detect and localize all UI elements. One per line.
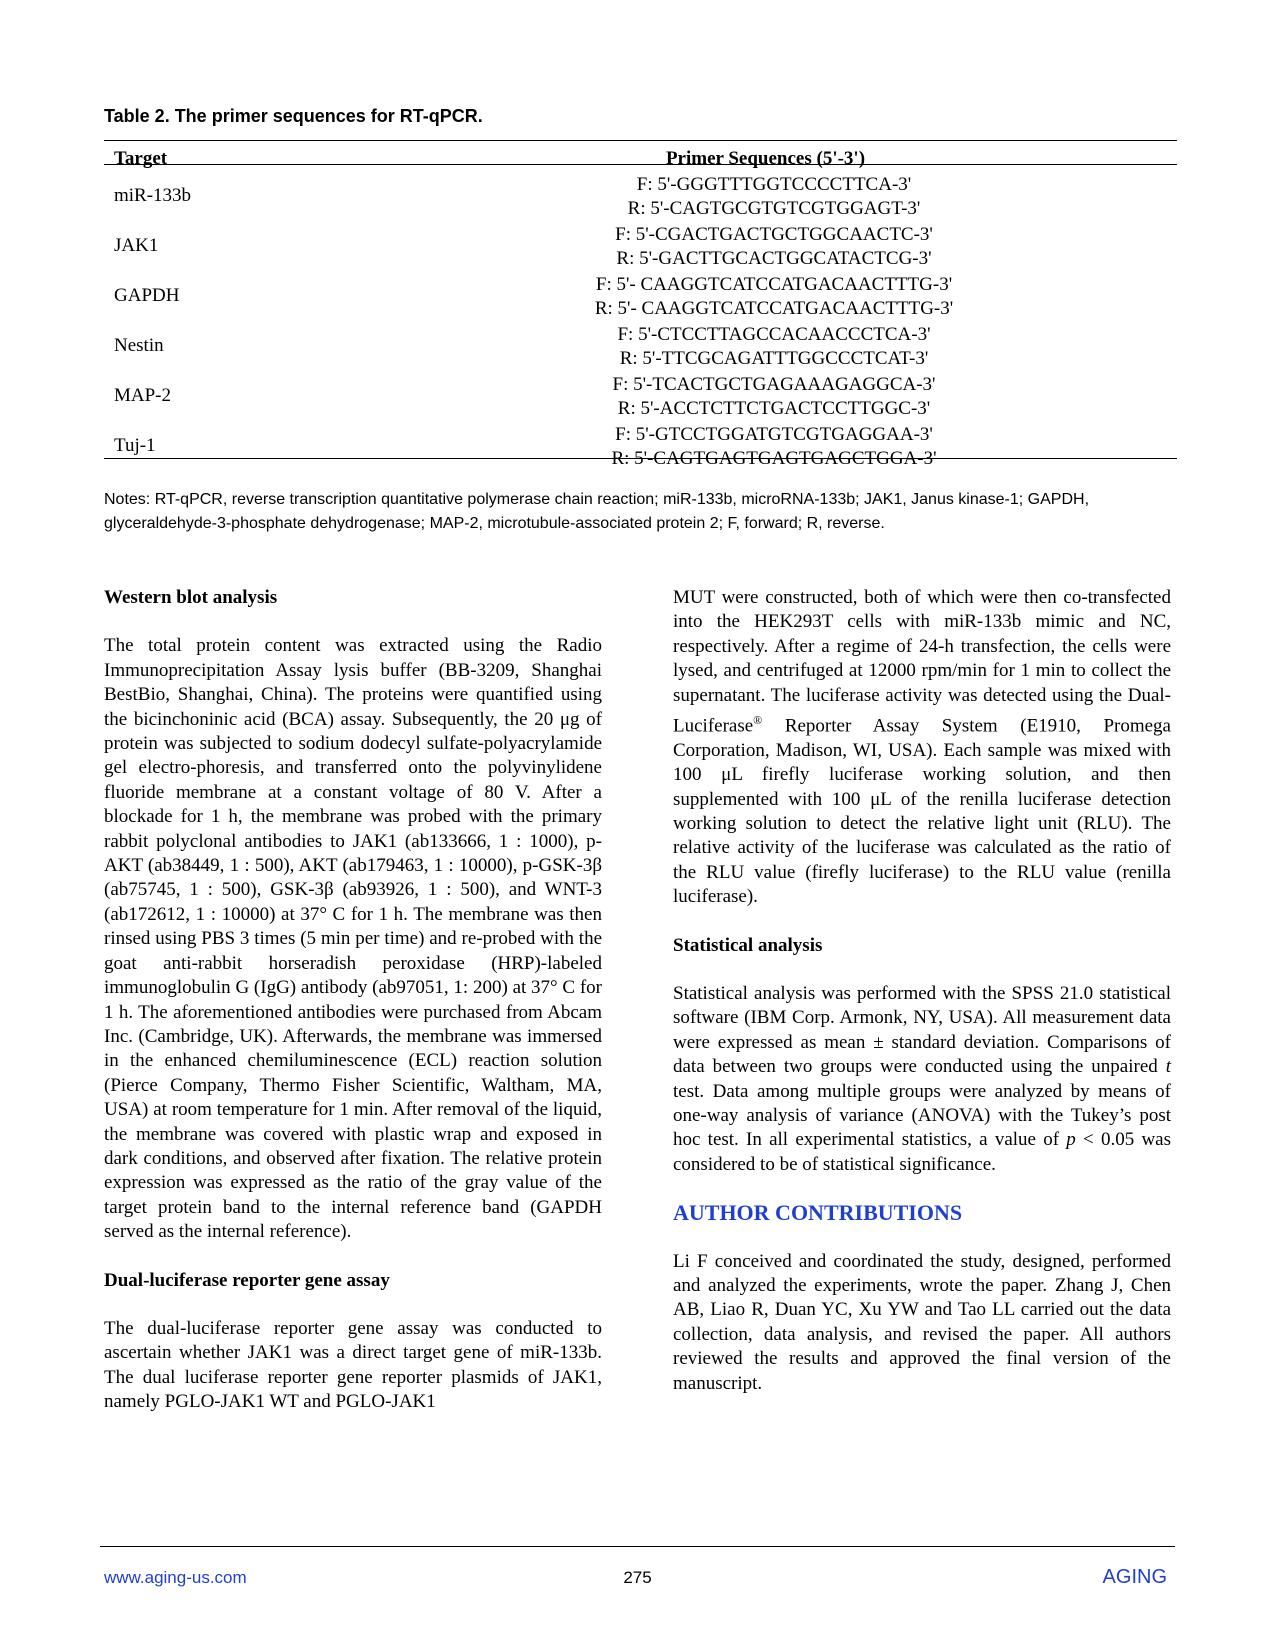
sequence-cell [504, 423, 1044, 471]
author-contributions-paragraph: Li F conceived and coordinated the study, designed, performed and analyzed the experiments, wrote the paper. Zhang J, Chen AB, Liao R, Duan YC, Xu YW and Tao LL carried out the data collection, data analysis, and revised the paper. All authors reviewed the results and approved the final version of the manuscript. [673, 1250, 1171, 1394]
table-header-row [104, 146, 1177, 172]
sequence-cell [504, 173, 1044, 221]
dual-continued-text-a: MUT were constructed, both of which were then co-transfected into the HEK293T cells with miR-133b mimic and NC, respectively. After a regime of 24-h transfection, the cells were lysed, and centrifuged at 12000 rpm/min for 1 min to collect the supernatant. The luciferase activity was detected using the Dual-Luciferase [673, 587, 1171, 737]
footer-rule [100, 1546, 1175, 1547]
table-row [104, 272, 1177, 322]
statistical-analysis-heading: Statistical analysis [673, 934, 823, 956]
target-cell: Nestin [114, 335, 164, 356]
header-target: Target [114, 148, 168, 169]
forward-primer: F: 5'-CGACTGACTGCTGGCAACTC-3' [615, 224, 933, 245]
journal-name: AGING [1102, 1566, 1167, 1588]
table-row [104, 422, 1177, 472]
table-caption: Table 2. The primer sequences for RT-qPCR. [104, 106, 483, 126]
table-row [104, 322, 1177, 372]
target-cell: GAPDH [114, 285, 180, 306]
reverse-primer: R: 5'-CAGTGAGTGAGTGAGCTGGA-3' [611, 448, 937, 469]
dual-luciferase-paragraph: The dual-luciferase reporter gene assay was conducted to ascertain whether JAK1 was a direct target gene of miR-133b. The dual luciferase reporter gene reporter plasmids of JAK1, namely PGLO-JAK1 WT and PGLO-JAK1 [104, 1317, 602, 1413]
reverse-primer: R: 5'-ACCTCTTCTGACTCCTTGGC-3' [617, 398, 931, 419]
page-number: 275 [623, 1568, 652, 1587]
author-contributions-heading: AUTHOR CONTRIBUTIONS [673, 1200, 963, 1226]
primer-table [104, 146, 1177, 472]
stat-text-c: < 0.05 was considered to be of statistical significance. [673, 1129, 1171, 1175]
sequence-cell [504, 373, 1044, 421]
target-cell: JAK1 [114, 235, 159, 256]
target-cell: Tuj-1 [114, 435, 156, 456]
table-notes: Notes: RT-qPCR, reverse transcription quantitative polymerase chain reaction; miR-133b, microRNA-133b; JAK1, Janus kinase-1; GAPDH, glyceraldehyde-3-phosphate dehydrogenase; MAP-2, microtubule-associated protein 2; F, forward; R, reverse. [104, 491, 1090, 532]
western-blot-paragraph: The total protein content was extracted using the Radio Immunoprecipitation Assay lysis buffer (BB-3209, Shanghai BestBio, Shanghai, China). The proteins were quantified using the bicinchoninic acid (BCA) assay. Subsequently, the 20 μg of protein was subjected to sodium dodecyl sulfate-polyacrylamide gel electro-phoresis, and transferred onto the polyvinylidene fluoride membrane at a constant voltage of 80 V. After a blockade for 1 h, the membrane was probed with the primary rabbit polyclonal antibodies to JAK1 (ab133666, 1 : 1000), p-AKT (ab38449, 1 : 500), AKT (ab179463, 1 : 10000), p-GSK-3β (ab75745, 1 : 500), GSK-3β (ab93926, 1 : 500), and WNT-3 (ab172612, 1 : 10000) at 37° C for 1 h. The membrane was then rinsed using PBS 3 times (5 min per time) and re-probed with the goat anti-rabbit horseradish peroxidase (HRP)-labeled immunoglobulin G (IgG) antibody (ab97051, 1: 200) at 37° C for 1 h. The aforementioned antibodies were purchased from Abcam Inc. (Cambridge, UK). Afterwards, the membrane was immersed in the enhanced chemiluminescence (ECL) reaction solution (Pierce Company, Thermo Fisher Scientific, Waltham, MA, USA) at room temperature for 1 min. After removal of the liquid, the membrane was covered with plastic wrap and exposed in dark conditions, and observed after fixation. The relative protein expression was expressed as the ratio of the gray value of the target protein band to the internal reference band (GAPDH served as the internal reference). [104, 635, 602, 1243]
stat-text-b: test. Data among multiple groups were analyzed by means of one-way analysis of variance (ANOVA) with the Tukey’s post hoc test. In all experimental statistics, a value of [673, 1080, 1171, 1151]
statistical-analysis-paragraph [673, 982, 1171, 1177]
right-column [673, 586, 1171, 1396]
table-top-rule [104, 140, 1177, 141]
forward-primer: F: 5'- CAAGGTCATCCATGACAACTTTG-3' [595, 274, 953, 295]
forward-primer: F: 5'-GTCCTGGATGTCGTGAGGAA-3' [615, 424, 933, 445]
table-row [104, 222, 1177, 272]
left-column [104, 586, 602, 1415]
reverse-primer: R: 5'- CAAGGTCATCCATGACAACTTTG-3' [594, 298, 954, 319]
stat-italic-p: p [1066, 1129, 1076, 1151]
reverse-primer: R: 5'-CAGTGCGTGTCGTGGAGT-3' [627, 198, 921, 219]
table-body [104, 172, 1177, 472]
registered-mark: ® [753, 713, 763, 728]
sequence-cell [504, 223, 1044, 271]
header-primer-sequences: Primer Sequences (5'-3') [665, 148, 866, 169]
target-cell: miR-133b [114, 185, 192, 206]
forward-primer: F: 5'-TCACTGCTGAGAAAGAGGCA-3' [612, 374, 936, 395]
reverse-primer: R: 5'-TTCGCAGATTTGGCCCTCAT-3' [619, 348, 929, 369]
forward-primer: F: 5'-GGGTTTGGTCCCCTTCA-3' [636, 174, 912, 195]
sequence-cell [504, 323, 1044, 371]
western-blot-heading: Western blot analysis [104, 587, 278, 608]
stat-italic-t: t [1165, 1056, 1171, 1078]
stat-text-a: Statistical analysis was performed with the SPSS 21.0 statistical software (IBM Corp. Armonk, NY, USA). All measurement data were expressed as mean ± standard deviation. Comparisons of data between two groups were conducted using the unpaired [673, 983, 1171, 1078]
footer-url-link[interactable]: www.aging-us.com [104, 1568, 247, 1587]
dual-luciferase-continued [673, 586, 1171, 910]
target-cell: MAP-2 [114, 385, 172, 406]
table-row [104, 172, 1177, 222]
table-row [104, 372, 1177, 422]
sequence-cell [504, 273, 1044, 321]
dual-luciferase-heading: Dual-luciferase reporter gene assay [104, 1269, 390, 1291]
dual-continued-text-b: Reporter Assay System (E1910, Promega Corporation, Madison, WI, USA). Each sample was mixed with 100 μL firefly luciferase working solution, and then supplemented with 100 μL of the renilla luciferase detection working solution to detect the relative light unit (RLU). The relative activity of the luciferase was calculated as the ratio of the RLU value (firefly luciferase) to the RLU value (renilla luciferase). [673, 715, 1171, 908]
forward-primer: F: 5'-CTCCTTAGCCACAACCCTCA-3' [617, 324, 931, 345]
reverse-primer: R: 5'-GACTTGCACTGGCATACTCG-3' [616, 248, 932, 269]
